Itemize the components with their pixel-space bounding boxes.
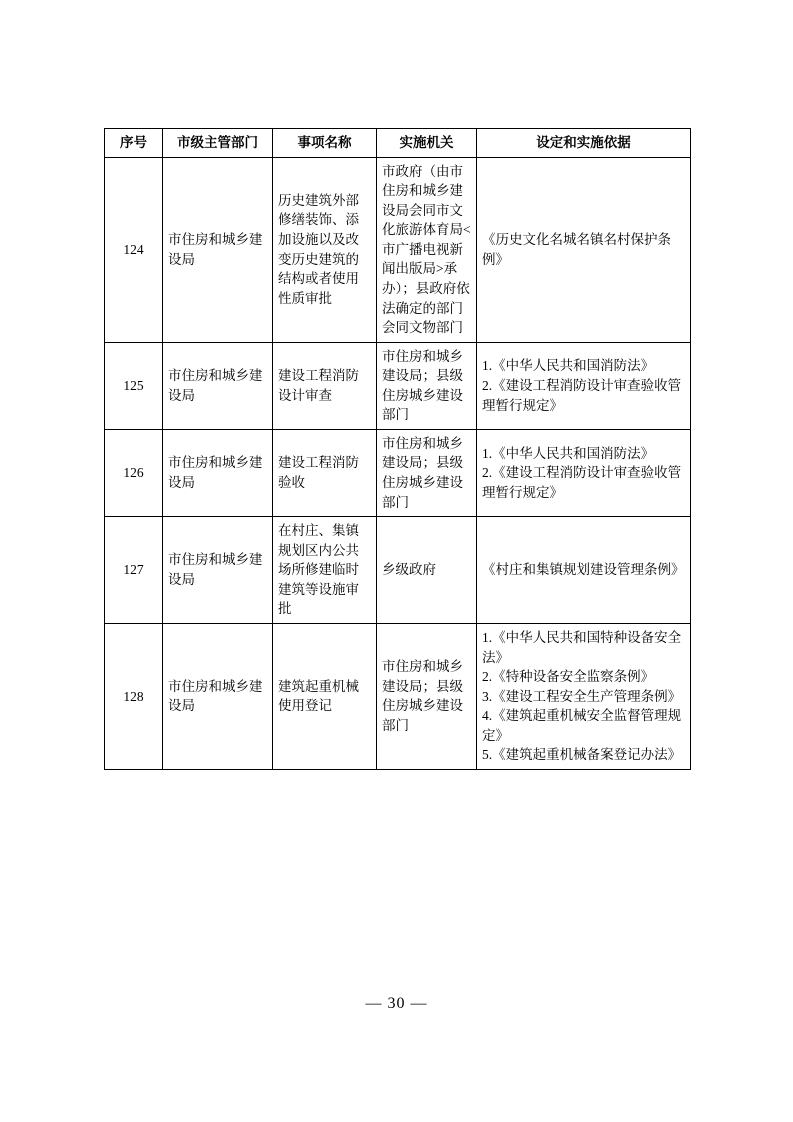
cell-item-name [273, 342, 377, 429]
table-row [105, 623, 691, 769]
cell-item-name-text: 历史建筑外部修缮装饰、添加设施以及改变历史建筑的结构或者使用性质审批 [278, 192, 359, 306]
cell-legal-basis [477, 429, 691, 516]
legal-basis-entry: 4.《建筑起重机械安全监督管理规定》 [482, 708, 682, 743]
cell-item-name-text: 建筑起重机械使用登记 [278, 678, 359, 714]
legal-basis-entry: 《村庄和集镇规划建设管理条例》 [482, 562, 685, 578]
cell-department-text: 市住房和城乡建设局 [168, 678, 263, 714]
cell-seq: 125 [105, 342, 163, 429]
page-number: — 30 — [365, 995, 428, 1012]
cell-legal-basis [477, 517, 691, 624]
legal-basis-entry: 1.《中华人民共和国特种设备安全法》 [482, 629, 682, 665]
cell-item-name-text: 建设工程消防验收 [278, 455, 359, 490]
cell-implementing-agency [377, 429, 477, 516]
cell-legal-basis [477, 623, 691, 769]
cell-item-name-text: 在村庄、集镇规划区内公共场所修建临时建筑等设施审批 [278, 523, 359, 617]
cell-department [163, 157, 273, 342]
legal-basis-entry: 2.《建设工程消防设计审查验收管理暂行规定》 [482, 465, 682, 500]
legal-basis-entry: 《历史文化名城名镇名村保护条例》 [482, 232, 671, 267]
cell-department-text: 市住房和城乡建设局 [168, 552, 263, 588]
cell-implementing-agency-text: 市住房和城乡建设局；县级住房城乡建设部门 [382, 435, 463, 510]
administrative-items-table-container [104, 128, 690, 770]
cell-seq: 128 [105, 623, 163, 769]
table-header-row [105, 129, 691, 158]
table-header [105, 129, 691, 158]
table-row [105, 342, 691, 429]
cell-department-text: 市住房和城乡建设局 [168, 455, 263, 490]
cell-implementing-agency-text: 市政府（由市住房和城乡建设局会同市文化旅游体育局<市广播电视新闻出版局>承办）；县政府依法确定的部门会同文物部门 [382, 163, 471, 336]
cell-department [163, 429, 273, 516]
administrative-items-table [104, 128, 691, 770]
cell-item-name [273, 157, 377, 342]
cell-seq: 124 [105, 157, 163, 342]
cell-department [163, 623, 273, 769]
cell-department [163, 517, 273, 624]
legal-basis-entry: 5.《建筑起重机械备案登记办法》 [482, 747, 682, 763]
column-header-seq: 序号 [105, 129, 163, 158]
cell-implementing-agency [377, 623, 477, 769]
cell-legal-basis [477, 157, 691, 342]
legal-basis-entry: 2.《特种设备安全监察条例》 [482, 669, 655, 685]
cell-implementing-agency-text: 市住房和城乡建设局；县级住房城乡建设部门 [382, 659, 463, 733]
cell-implementing-agency-text: 乡级政府 [382, 562, 436, 578]
cell-department [163, 342, 273, 429]
cell-item-name-text: 建设工程消防设计审查 [278, 368, 359, 403]
table-row [105, 429, 691, 516]
column-header-legal-basis: 设定和实施依据 [477, 129, 691, 158]
cell-seq: 126 [105, 429, 163, 516]
cell-seq: 127 [105, 517, 163, 624]
cell-department-text: 市住房和城乡建设局 [168, 368, 263, 403]
legal-basis-entry: 1.《中华人民共和国消防法》 [482, 358, 655, 374]
cell-implementing-agency-text: 市住房和城乡建设局；县级住房城乡建设部门 [382, 348, 463, 423]
cell-implementing-agency [377, 517, 477, 624]
cell-implementing-agency [377, 157, 477, 342]
column-header-department: 市级主管部门 [163, 129, 273, 158]
column-header-implementing-agency: 实施机关 [377, 129, 477, 158]
cell-legal-basis [477, 342, 691, 429]
column-header-item-name: 事项名称 [273, 129, 377, 158]
cell-item-name [273, 623, 377, 769]
cell-item-name [273, 429, 377, 516]
legal-basis-entry: 1.《中华人民共和国消防法》 [482, 445, 655, 461]
cell-department-text: 市住房和城乡建设局 [168, 232, 263, 267]
cell-implementing-agency [377, 342, 477, 429]
cell-item-name [273, 517, 377, 624]
table-row [105, 517, 691, 624]
table-row [105, 157, 691, 342]
legal-basis-entry: 3.《建设工程安全生产管理条例》 [482, 688, 682, 704]
table-body [105, 157, 691, 769]
legal-basis-entry: 2.《建设工程消防设计审查验收管理暂行规定》 [482, 377, 682, 413]
